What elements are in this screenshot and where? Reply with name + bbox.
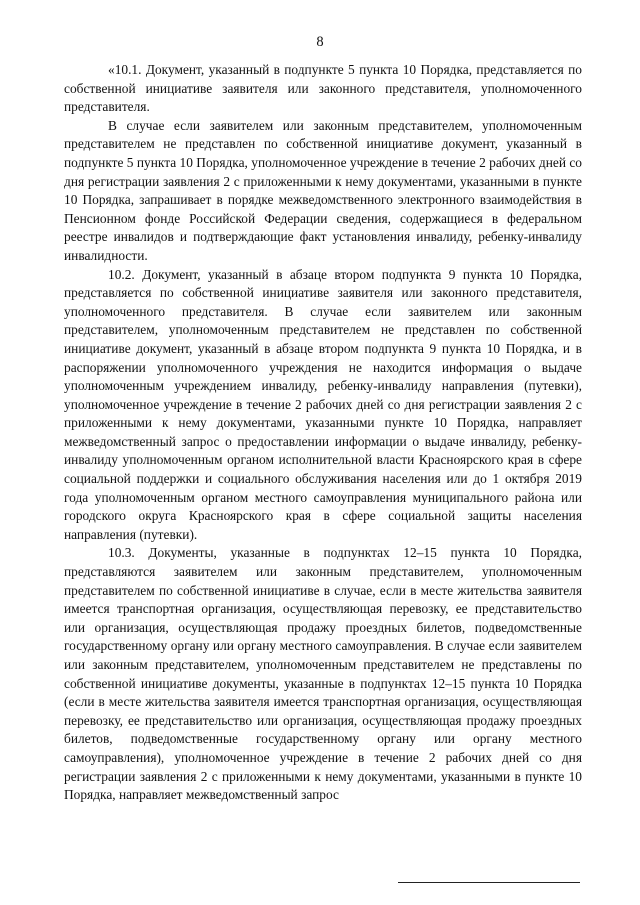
paragraph-10-3: 10.3. Документы, указанные в подпунктах 12–15 пункта 10 Порядка, представляются заявителем или законным представителем, уполномоченным представителем по собственной инициативе в случае, если в месте жительства заявителя имеется транспортная организация, осуществляющая перевозку, ее представительство или организация, осуществляющая продажу проездных билетов, подведомственные государственному органу или органу местного самоуправления. В случае если заявителем или законным представителем, уполномоченным представителем не представлены по собственной инициативе документы, указанные в подпунктах 12–15 пункта 10 Порядка (если в месте жительства заявителя имеется транспортная организация, осуществляющая перевозку, ее представительство или организация, осуществляющая продажу проездных билетов, подведомственные государственному органу или органу местного самоуправления), уполномоченное учреждение в течение 2 рабочих дней со дня регистрации заявления 2 с приложенными к нему документами, указанными в пункте 10 Порядка, направляет межведомственный запрос (64, 545, 582, 803)
paragraph-10-1: «10.1. Документ, указанный в подпункте 5 пункта 10 Порядка, представляется по собственной инициативе заявителя или законного представителя, уполномоченного представителя. (64, 62, 582, 115)
document-body (64, 61, 582, 805)
footer-rule (398, 882, 580, 883)
page-number: 8 (316, 34, 324, 50)
paragraph-10-1-case: В случае если заявителем или законным представителем, уполномоченным представителем не представлен по собственной инициативе документ, указанный в подпункте 5 пункта 10 Порядка, уполномоченное учреждение в течение 2 рабочих дней со дня регистрации заявления 2 с приложенными к нему документами, указанными в пункте 10 Порядка, запрашивает в порядке межведомственного электронного взаимодействия в Пенсионном фонде Российской Федерации сведения, содержащиеся в федеральном реестре инвалидов и подтверждающие факт установления инвалиду, ребенку-инвалиду инвалидности. (64, 117, 582, 263)
paragraph-10-2: 10.2. Документ, указанный в абзаце втором подпункта 9 пункта 10 Порядка, представляется по собственной инициативе заявителя или законного представителя, уполномоченного представителя. В случае если заявителем или законным представителем, уполномоченным представителем не представлен по собственной инициативе документ, указанный в абзаце втором подпункта 9 пункта 10 Порядка, и в распоряжении уполномоченного учреждения не находится информация о выдаче уполномоченным учреждением инвалиду, ребенку-инвалиду направления (путевки), уполномоченное учреждение в течение 2 рабочих дней со дня регистрации заявления 2 с приложенными к нему документами, указанными пункте 10 Порядка, направляет межведомственный запрос о предоставлении информации о выдаче инвалиду, ребенку-инвалиду уполномоченным органом исполнительной власти Красноярского края в сфере социальной поддержки и социального обслуживания населения или до 1 октября 2019 года уполномоченным органом местного самоуправления муниципального района или городского округа Красноярского края в сфере социальной защиты населения направления (путевки). (64, 266, 582, 542)
